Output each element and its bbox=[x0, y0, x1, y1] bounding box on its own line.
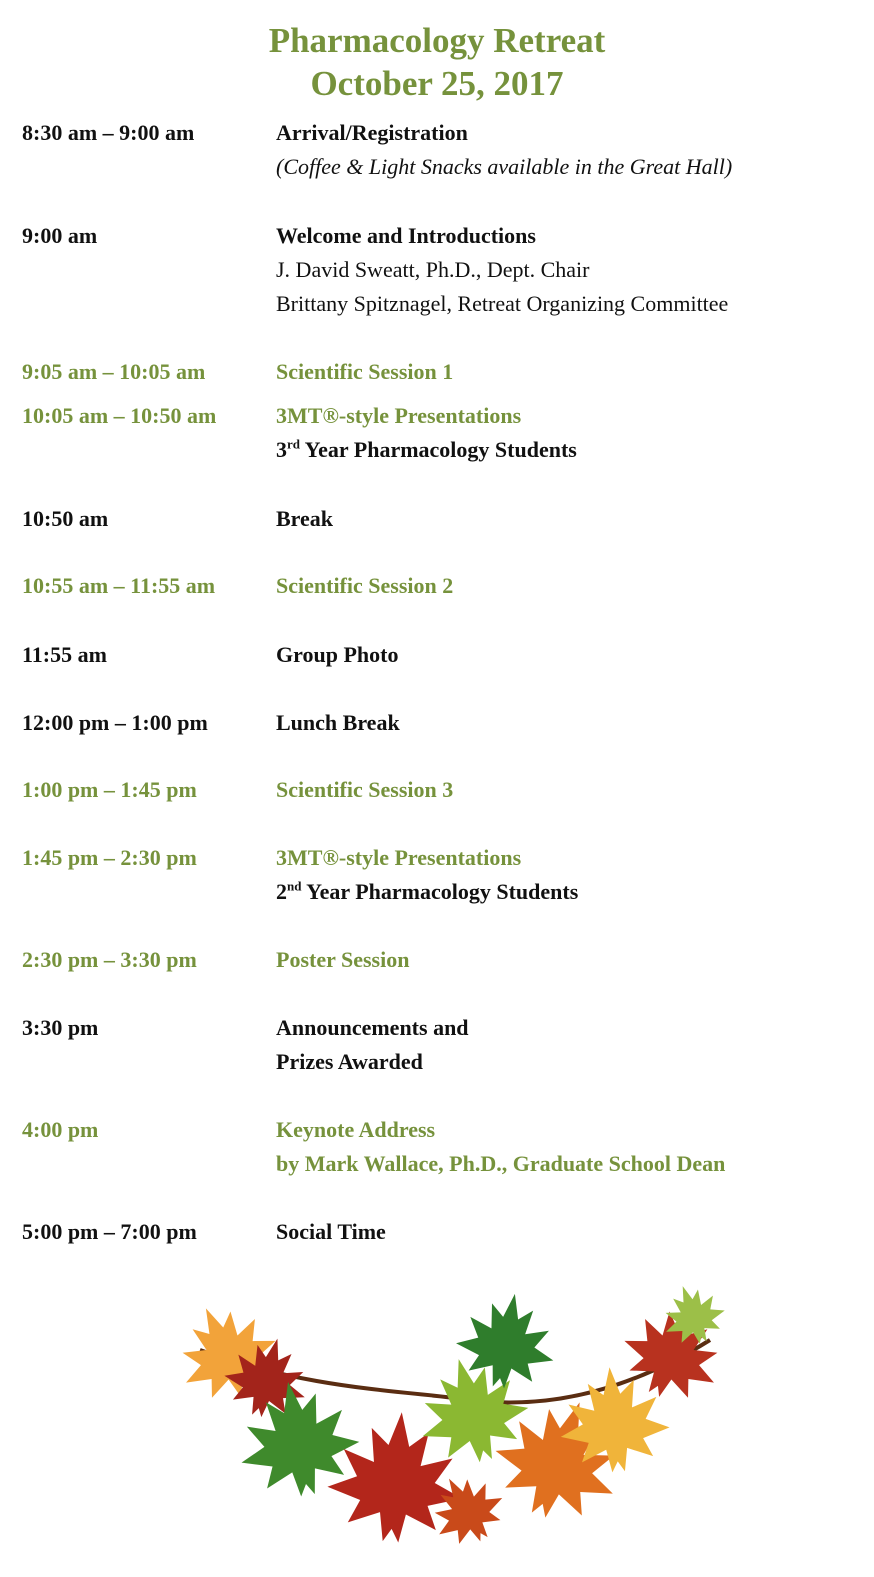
schedule-time: 1:00 pm – 1:45 pm bbox=[22, 777, 197, 802]
schedule-line: Poster Session bbox=[276, 947, 410, 972]
schedule-time: 3:30 pm bbox=[22, 1015, 99, 1040]
schedule-line: 3MT®-style Presentations bbox=[276, 845, 522, 870]
schedule-line: 3MT®-style Presentations bbox=[276, 403, 522, 428]
schedule-line: Social Time bbox=[276, 1219, 386, 1244]
schedule-line: (Coffee & Light Snacks available in the Great Hall) bbox=[276, 154, 733, 179]
schedule-details bbox=[276, 219, 728, 321]
schedule-line: 3rd Year Pharmacology Students bbox=[276, 436, 577, 462]
schedule-line: Break bbox=[276, 506, 334, 531]
schedule-time: 8:30 am – 9:00 am bbox=[22, 120, 195, 145]
schedule-line: 2nd Year Pharmacology Students bbox=[276, 878, 579, 904]
schedule-details bbox=[276, 1011, 469, 1079]
schedule-details bbox=[276, 1113, 725, 1181]
schedule-time: 9:05 am – 10:05 am bbox=[22, 359, 206, 384]
schedule-time: 9:00 am bbox=[22, 223, 98, 248]
schedule-time: 1:45 pm – 2:30 pm bbox=[22, 845, 197, 870]
schedule-details bbox=[276, 638, 398, 672]
schedule-line: Arrival/Registration bbox=[276, 120, 468, 145]
schedule-line: Scientific Session 2 bbox=[276, 573, 454, 598]
schedule-time: 10:05 am – 10:50 am bbox=[22, 403, 217, 428]
schedule-details bbox=[276, 773, 453, 807]
schedule-details bbox=[276, 502, 333, 536]
schedule-line: Prizes Awarded bbox=[276, 1049, 423, 1074]
schedule-time: 10:55 am – 11:55 am bbox=[22, 573, 216, 598]
schedule-details bbox=[276, 841, 578, 909]
schedule-line: Brittany Spitznagel, Retreat Organizing Committee bbox=[276, 291, 729, 316]
schedule-line: Group Photo bbox=[276, 642, 399, 667]
schedule-time: 4:00 pm bbox=[22, 1117, 99, 1142]
schedule-time: 10:50 am bbox=[22, 506, 109, 531]
schedule-time: 5:00 pm – 7:00 pm bbox=[22, 1219, 197, 1244]
schedule-details bbox=[276, 116, 732, 184]
schedule-line: by Mark Wallace, Ph.D., Graduate School Dean bbox=[276, 1151, 726, 1176]
schedule-details bbox=[276, 1215, 386, 1249]
autumn-leaves-icon bbox=[170, 1280, 730, 1570]
schedule-line: Lunch Break bbox=[276, 710, 400, 735]
schedule-time: 2:30 pm – 3:30 pm bbox=[22, 947, 197, 972]
page-title: Pharmacology Retreat bbox=[268, 21, 606, 60]
schedule-details bbox=[276, 706, 400, 740]
schedule-line: Welcome and Introductions bbox=[276, 223, 536, 248]
schedule-details bbox=[276, 569, 453, 603]
schedule-line: Scientific Session 3 bbox=[276, 777, 454, 802]
schedule-time: 12:00 pm – 1:00 pm bbox=[22, 710, 208, 735]
schedule-line: J. David Sweatt, Ph.D., Dept. Chair bbox=[276, 257, 590, 282]
schedule-details bbox=[276, 943, 409, 977]
schedule-line: Keynote Address bbox=[276, 1117, 436, 1142]
schedule-line: Announcements and bbox=[276, 1015, 469, 1040]
schedule-time: 11:55 am bbox=[22, 642, 107, 667]
schedule-details bbox=[276, 399, 577, 467]
schedule-details bbox=[276, 355, 453, 389]
event-date: October 25, 2017 bbox=[310, 64, 564, 103]
schedule-line: Scientific Session 1 bbox=[276, 359, 454, 384]
